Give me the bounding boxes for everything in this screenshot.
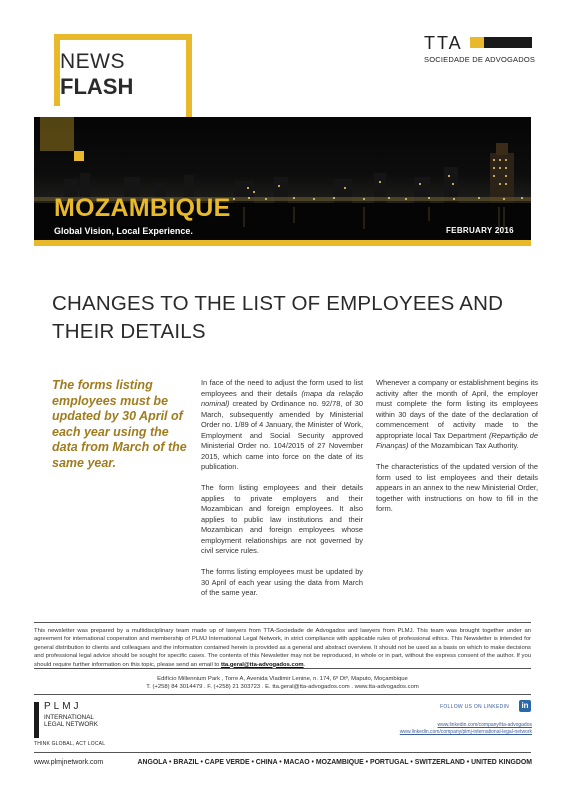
plmj-network-name: [44, 714, 98, 728]
newsflash-frame-top: [54, 34, 192, 40]
banner-accent-small-square: [74, 151, 84, 161]
banner-tagline: Global Vision, Local Experience.: [54, 226, 193, 236]
network-line: LEGAL NETWORK: [44, 721, 98, 728]
article-column-1: [201, 378, 363, 609]
plmj-logo-bar: [34, 702, 39, 738]
disclaimer-text: This newsletter was prepared by a multidisciplinary team made up of lawyers from TTA-Sociedade de Advogados and lawyers from PLMJ. This team was brought together under an agreement for international cooperation and membership of PLMJ International Legal Network, in strict compliance with applicable rules of professional ethics. This Newsletter is intended for general distribution to clients and colleagues and the information contained herein is provided as a general and abstract overview. It should not be used as a basis on which to make decisions and professional legal advice should be sought for specific cases. The contents of this Newsletter may not be reproduced, in whole or in part, without the express consent of the author. If you should require further information on this topic, please send an email to tta.geral@tta-advogados.com.: [34, 628, 531, 668]
issue-date: FEBRUARY 2016: [446, 226, 514, 235]
tta-subtitle: SOCIEDADE DE ADVOGADOS: [424, 55, 536, 64]
flash-label: FLASH: [60, 74, 134, 99]
news-label: NEWS: [60, 50, 125, 73]
footer-divider-4: [34, 752, 531, 753]
network-motto: THINK GLOBAL, ACT LOCAL: [34, 741, 106, 747]
contact-line: T. (+258) 84 3014479 . F. (+258) 21 303723 . E. tta.geral@tta-advogados.com . www.tta-advogados.com: [146, 684, 419, 690]
paragraph: The form listing employees and their details applies to private employers and their Mozambican and foreign employees. It also applies to public law institutions and their Mozambican and foreign employees whose employment relationships are not governed by civil service rules.: [201, 483, 363, 555]
paragraph: In face of the need to adjust the form used to list employees and their details (mapa da relação nominal) created by Ordinance no. 92/78, of 30 March, subsequently amended by Ministerial Order no. 1/89 of 4 January, the Minister of Work, Employment and Social Security approved Ministerial Order no. 104/2015 of 27 November 2015, which came into force on the date of its publication.: [201, 378, 363, 471]
plmj-logo: PLMJ: [44, 701, 82, 712]
footer-divider-2: [34, 668, 531, 669]
footer-divider-3: [34, 694, 531, 695]
article-column-2: [376, 378, 538, 525]
countries-list: ANGOLA • BRAZIL • CAPE VERDE • CHINA • MACAO • MOZAMBIQUE • PORTUGAL • SWITZERLAND • UNITED KINGDOM: [137, 759, 532, 766]
tta-linkedin-link[interactable]: www.linkedin.com/company/tta-advogados: [437, 722, 532, 728]
follow-linkedin-label: FOLLOW US ON LINKEDIN: [440, 704, 510, 710]
article-title: CHANGES TO THE LIST OF EMPLOYEES AND THEIR DETAILS: [52, 292, 504, 343]
banner-accent-square: [40, 117, 74, 151]
network-line: INTERNATIONAL: [44, 714, 94, 721]
banner-gold-rule: [34, 240, 531, 246]
pull-quote: The forms listing employees must be updated by 30 April of each year using the data from March of the same year.: [52, 378, 187, 470]
footer-divider: [34, 622, 531, 623]
linkedin-icon[interactable]: in: [519, 700, 531, 712]
contact-email-link[interactable]: tta.geral@tta-advogados.com: [220, 661, 304, 668]
plmj-linkedin-link[interactable]: www.linkedin.com/company/plmj-international-legal-network: [399, 729, 532, 735]
address-line: Edifício Millennium Park , Torre A, Avenida Vladimir Lenine, n. 174, 6º Dtº, Maputo, Moçambique: [157, 676, 408, 682]
tta-logo-bar-accent: [470, 37, 484, 48]
country-title: MOZAMBIQUE: [54, 194, 231, 222]
office-address: [34, 675, 531, 691]
network-website-link[interactable]: www.plmjnetwork.com: [34, 759, 104, 766]
paragraph: Whenever a company or establishment begins its activity after the month of April, the employer must complete the form listing its employees within 30 days of the date of the declaration of commencement of activity made to the appropriate local Tax Department (Repartição de Finanças) of the Mozambican Tax Authority.: [376, 378, 538, 450]
paragraph: The forms listing employees must be updated by 30 April of each year using the data from March of the same year.: [201, 567, 363, 597]
paragraph: The characteristics of the updated version of the form used to list employees and their details appears in an annex to the new Ministerial Order, together with instructions on how to fill in the form.: [376, 462, 538, 513]
tta-logo: TTA: [424, 33, 463, 53]
